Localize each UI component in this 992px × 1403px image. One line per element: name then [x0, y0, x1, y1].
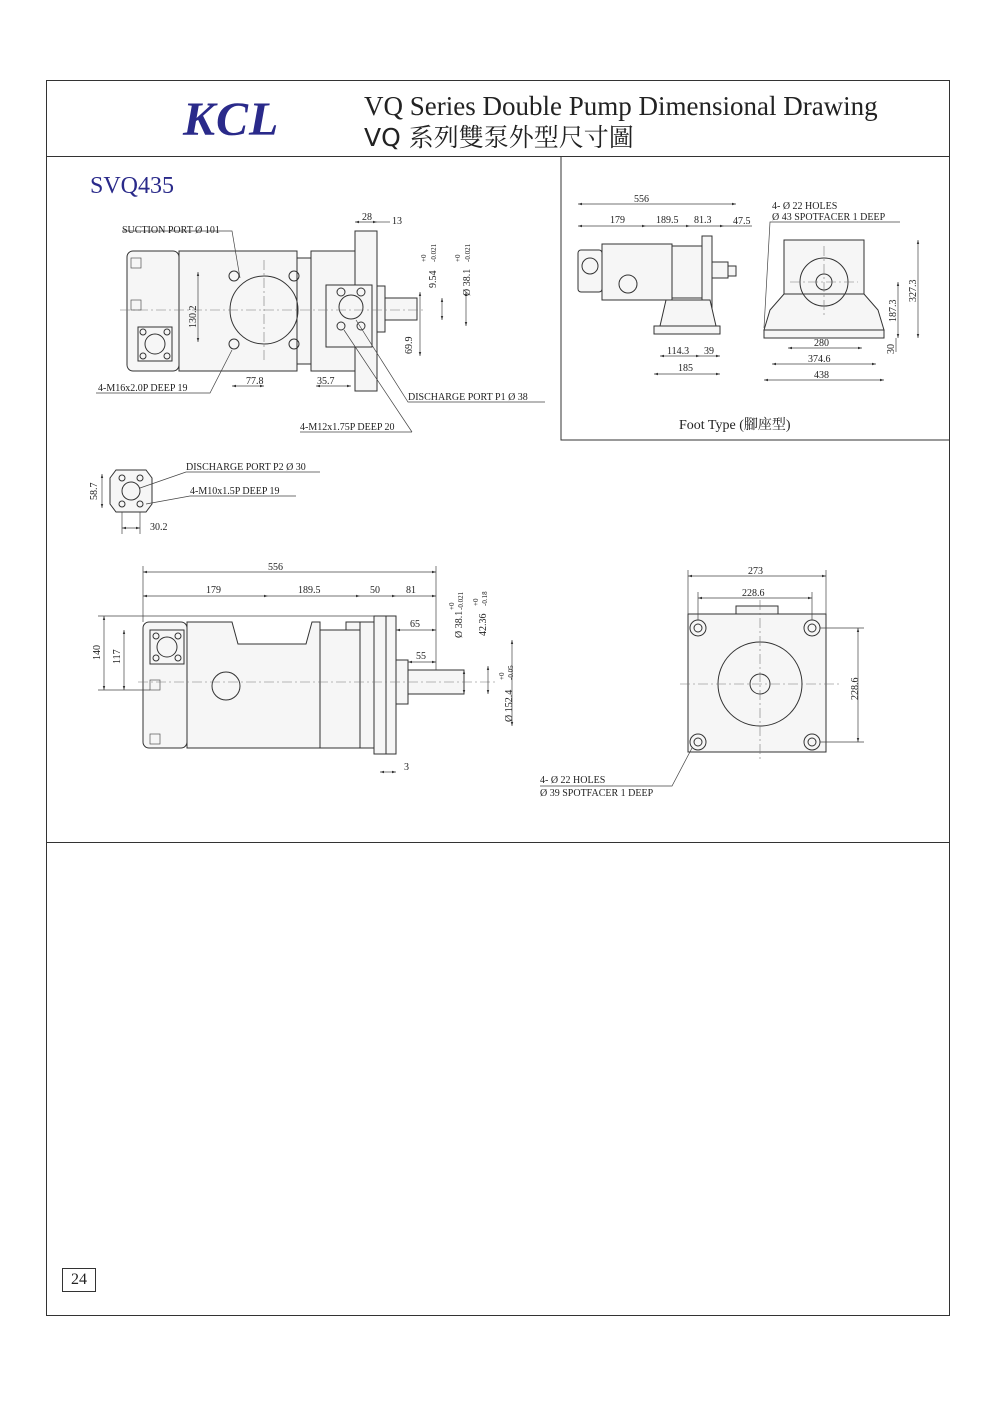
- dim-35-7: 35.7: [317, 376, 335, 387]
- flange-dim-189-5: 189.5: [298, 585, 321, 596]
- flange-dim-152-4-tol-dn: -0.05: [507, 665, 515, 680]
- flange-dim-38-1: Ø 38.1: [454, 610, 465, 638]
- dim-38-1-tol-dn: -0.021: [464, 243, 472, 262]
- title-english: VQ Series Double Pump Dimensional Drawing: [364, 91, 878, 121]
- flange-dim-65: 65: [410, 619, 420, 630]
- front-spotfacer-label: Ø 39 SPOTFACER 1 DEEP: [540, 788, 654, 799]
- front-dim-228-6-h: 228.6: [742, 588, 765, 599]
- flange-dim-55: 55: [416, 651, 426, 662]
- suction-port-label: SUCTION PORT Ø 101: [122, 225, 220, 236]
- foot-spotfacer-label: Ø 43 SPOTFACER 1 DEEP: [772, 212, 886, 223]
- foot-dim-30: 30: [886, 344, 897, 354]
- foot-type-view: [561, 156, 950, 440]
- foot-dim-185: 185: [678, 363, 693, 374]
- flange-dim-42-36-tol-dn: -0.18: [481, 591, 489, 606]
- p2-dim-58-7: 58.7: [89, 482, 100, 500]
- flange-dim-50: 50: [370, 585, 380, 596]
- mount-thread-p2-label: 4-M10x1.5P DEEP 19: [190, 486, 280, 497]
- dim-38-1: Ø 38.1: [462, 268, 473, 296]
- dim-28: 28: [362, 212, 372, 223]
- flange-dim-38-1-tol-up: +0: [448, 602, 456, 610]
- flange-dim-152-4-tol-up: +0: [498, 672, 506, 680]
- front-dim-228-6-v: 228.6: [850, 677, 861, 700]
- foot-dim-179: 179: [610, 215, 625, 226]
- side-view: [96, 212, 545, 433]
- front-holes-label: 4- Ø 22 HOLES: [540, 775, 606, 786]
- foot-dim-374-6: 374.6: [808, 354, 831, 365]
- mount-thread-suction-label: 4-M16x2.0P DEEP 19: [98, 383, 188, 394]
- flange-dim-3: 3: [404, 762, 409, 773]
- foot-dim-81-3: 81.3: [694, 215, 712, 226]
- mount-thread-p1-label: 4-M12x1.75P DEEP 20: [300, 422, 395, 433]
- flange-dim-42-36-tol-up: +0: [472, 598, 480, 606]
- flange-side-view: [92, 562, 515, 773]
- flange-dim-117: 117: [112, 649, 123, 664]
- foot-dim-556: 556: [634, 194, 649, 205]
- flange-dim-140: 140: [92, 645, 103, 660]
- front-dim-273: 273: [748, 566, 763, 577]
- dim-130-2: 130.2: [188, 305, 199, 328]
- foot-dim-189-5: 189.5: [656, 215, 679, 226]
- foot-dim-39: 39: [704, 346, 714, 357]
- foot-dim-280: 280: [814, 338, 829, 349]
- page-number: 24: [62, 1268, 96, 1292]
- flange-dim-152-4: Ø 152.4: [504, 689, 515, 722]
- dim-69-9: 69.9: [404, 336, 415, 354]
- flange-dim-42-36: 42.36: [478, 613, 489, 636]
- dim-9-54-tol-dn: -0.021: [430, 243, 438, 262]
- flange-dim-179: 179: [206, 585, 221, 596]
- foot-dim-114-3: 114.3: [667, 346, 690, 357]
- foot-dim-187-3: 187.3: [888, 299, 899, 322]
- discharge-p2-label: DISCHARGE PORT P2 Ø 30: [186, 462, 306, 473]
- foot-dim-47-5: 47.5: [733, 216, 751, 227]
- discharge-p1-label: DISCHARGE PORT P1 Ø 38: [408, 392, 528, 403]
- title-chinese: VQ 系列雙泵外型尺寸圖: [364, 123, 634, 152]
- flange-dim-38-1-tol-dn: -0.021: [457, 591, 465, 610]
- foot-dim-327-3: 327.3: [908, 279, 919, 302]
- flange-dim-81: 81: [406, 585, 416, 596]
- flange-front-view: [540, 566, 864, 799]
- dim-13: 13: [392, 216, 402, 227]
- kcl-logo: KCL: [183, 93, 280, 146]
- dim-38-1-tol-up: +0: [454, 254, 462, 262]
- dim-9-54: 9.54: [428, 270, 439, 288]
- foot-holes-label: 4- Ø 22 HOLES: [772, 201, 838, 212]
- foot-dim-438: 438: [814, 370, 829, 381]
- foot-type-caption: Foot Type (腳座型): [679, 418, 791, 433]
- dim-77-8: 77.8: [246, 376, 264, 387]
- p2-dim-30-2: 30.2: [150, 522, 168, 533]
- model-name: SVQ435: [90, 173, 175, 199]
- discharge-p2-view: [89, 462, 320, 534]
- flange-dim-556: 556: [268, 562, 283, 573]
- dim-9-54-tol-up: +0: [420, 254, 428, 262]
